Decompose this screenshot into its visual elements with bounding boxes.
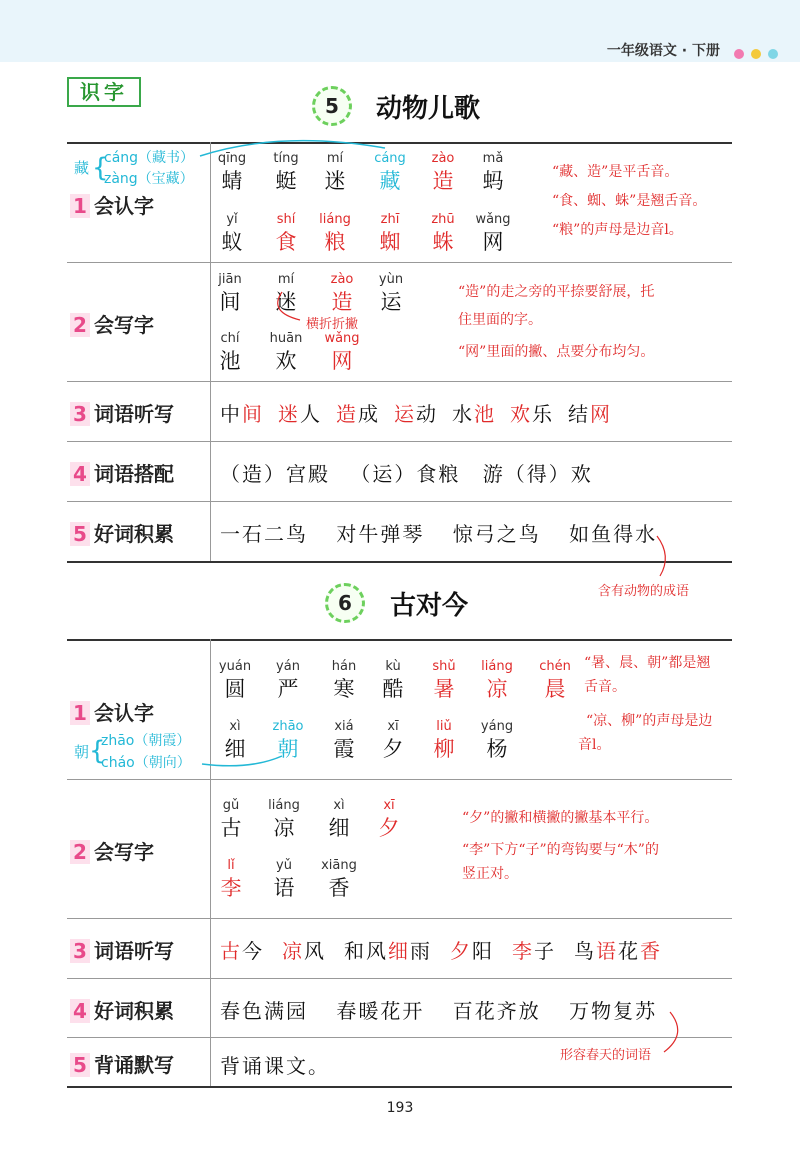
row-number: 5 xyxy=(70,522,90,546)
dictation-segment: 今 xyxy=(242,939,264,963)
polyphone-reading: zàng（宝藏） xyxy=(104,171,194,187)
hanzi: 蜻 xyxy=(221,169,243,193)
row-title: 背诵默写 xyxy=(94,1053,174,1077)
hanzi: 造 xyxy=(432,169,454,193)
row-number: 2 xyxy=(70,840,90,864)
row-number: 5 xyxy=(70,1053,90,1077)
row-title: 会写字 xyxy=(94,313,154,337)
brace: { xyxy=(89,736,106,766)
pinyin: liáng xyxy=(268,798,300,813)
dictation-segment: 语 xyxy=(596,939,618,963)
hanzi: 蚁 xyxy=(221,230,243,254)
hanzi: 酷 xyxy=(382,677,404,701)
pinyin: chén xyxy=(539,659,571,674)
row-title: 会写字 xyxy=(94,840,154,864)
row-number: 2 xyxy=(70,313,90,337)
note-line: “暑、晨、朝”都是翘 xyxy=(584,655,711,671)
dictation-segment: 风 xyxy=(304,939,326,963)
lesson-number: 6 xyxy=(325,583,365,623)
row-number: 1 xyxy=(70,701,90,725)
idiom: 万物复苏 xyxy=(569,999,658,1023)
dictation-segment: 造 xyxy=(336,402,358,426)
pinyin: zào xyxy=(330,272,354,287)
note-line: “李”下方“子”的弯钩要与“木”的 xyxy=(462,842,659,858)
hanzi: 蜓 xyxy=(275,169,297,193)
row-title: 词语听写 xyxy=(94,402,174,426)
pinyin: yán xyxy=(276,659,300,674)
dictation-segment: 凉 xyxy=(282,939,304,963)
dictation-segment: 花 xyxy=(618,939,640,963)
section-tag: 识字 xyxy=(67,77,141,107)
pinyin: xiá xyxy=(334,719,354,734)
hanzi: 暑 xyxy=(433,677,455,701)
pinyin: zào xyxy=(431,151,455,166)
hanzi: 运 xyxy=(380,290,402,314)
hanzi: 池 xyxy=(219,349,241,373)
hanzi: 李 xyxy=(220,876,242,900)
pinyin: yùn xyxy=(378,272,404,287)
row-title: 好词积累 xyxy=(94,999,174,1023)
dictation-segment: 子 xyxy=(534,939,556,963)
dictation-segment: 水 xyxy=(452,402,474,426)
hanzi: 朝 xyxy=(277,737,299,761)
pinyin: mí xyxy=(326,151,344,166)
hanzi: 蚂 xyxy=(482,169,504,193)
dictation-segment: 欢 xyxy=(510,402,532,426)
idiom: 惊弓之鸟 xyxy=(452,522,541,546)
dictation-segment: 乐 xyxy=(532,402,554,426)
row-title: 会认字 xyxy=(94,701,154,725)
pinyin: jiān xyxy=(218,272,242,287)
hanzi: 圆 xyxy=(224,677,246,701)
hanzi: 藏 xyxy=(379,169,401,193)
hanzi: 迷 xyxy=(324,169,346,193)
row-title: 好词积累 xyxy=(94,522,174,546)
lesson-title: 动物儿歌 xyxy=(376,94,481,124)
row-number: 4 xyxy=(70,462,90,486)
pair-item: （造）宫殿 xyxy=(220,462,330,486)
pinyin: liáng xyxy=(481,659,513,674)
dictation-segment: 网 xyxy=(590,402,612,426)
pinyin: shǔ xyxy=(432,659,456,674)
row-number: 1 xyxy=(70,194,90,218)
hanzi: 间 xyxy=(219,290,241,314)
pinyin: shí xyxy=(276,212,296,227)
connector-line xyxy=(200,141,385,156)
pinyin: zhāo xyxy=(272,719,304,734)
pinyin: yuán xyxy=(218,659,252,674)
pinyin: wǎng xyxy=(475,212,511,227)
hanzi: 网 xyxy=(482,230,504,254)
idiom: 如鱼得水 xyxy=(569,522,658,546)
stroke-note: 横折折撇 xyxy=(306,317,359,332)
note-line: 舌音。 xyxy=(584,679,626,695)
idiom: 百花齐放 xyxy=(452,999,541,1023)
pinyin: lǐ xyxy=(227,858,235,873)
note-line: 音l。 xyxy=(578,737,611,753)
note-line: “造”的走之旁的平捺要舒展，托 xyxy=(458,284,655,300)
row-number: 3 xyxy=(70,402,90,426)
dictation-segment: 成 xyxy=(358,402,380,426)
note-line: 住里面的字。 xyxy=(458,312,542,328)
polyphone-reading: cháo（朝向） xyxy=(101,755,191,771)
hanzi: 凉 xyxy=(273,816,295,840)
dictation-segment: 和风 xyxy=(344,939,388,963)
polyphone-char: 朝 xyxy=(74,743,90,761)
pinyin: xī xyxy=(383,798,395,813)
pinyin: chí xyxy=(220,331,240,346)
hanzi: 霞 xyxy=(333,737,355,761)
pinyin: liáng xyxy=(319,212,351,227)
connector-line xyxy=(278,292,300,320)
row-number: 3 xyxy=(70,939,90,963)
note-line: “食、蜘、蛛”是翘舌音。 xyxy=(552,193,707,209)
hanzi: 晨 xyxy=(544,677,566,701)
book-title: 一年级语文 · 下册 xyxy=(606,43,720,59)
dictation-segment: 细 xyxy=(388,939,410,963)
dictation-segment: 阳 xyxy=(472,939,494,963)
hanzi: 语 xyxy=(273,876,295,900)
pinyin: tíng xyxy=(273,151,299,166)
hanzi: 欢 xyxy=(275,349,297,373)
hanzi: 网 xyxy=(331,349,353,373)
row-title: 会认字 xyxy=(94,194,154,218)
dictation-segment: 运 xyxy=(394,402,416,426)
hanzi: 杨 xyxy=(486,737,508,761)
hanzi: 古 xyxy=(220,816,242,840)
dictation-segment: 古 xyxy=(220,939,242,963)
hanzi: 食 xyxy=(275,230,297,254)
polyphone-char: 藏 xyxy=(74,159,90,177)
dictation-segment: 间 xyxy=(242,402,264,426)
hanzi: 柳 xyxy=(433,737,455,761)
dictation-segment: 香 xyxy=(640,939,662,963)
pinyin: mí xyxy=(277,272,295,287)
lesson-title: 古对今 xyxy=(390,591,469,621)
pinyin: cáng xyxy=(374,151,406,166)
note-line: “夕”的撇和横撇的撇基本平行。 xyxy=(462,810,659,826)
pinyin: gǔ xyxy=(222,798,240,813)
idiom: 春色满园 xyxy=(220,999,308,1023)
note-line: 竖正对。 xyxy=(462,866,518,882)
pair-item: （运）食粮 xyxy=(350,462,461,486)
pinyin: xì xyxy=(229,719,241,734)
pinyin: huān xyxy=(269,331,303,346)
note-line: “粮”的声母是边音l。 xyxy=(552,222,683,238)
pinyin: yǔ xyxy=(276,858,292,873)
connector-line xyxy=(202,756,282,766)
recite-text: 背诵课文。 xyxy=(220,1054,330,1078)
note-line: “凉、柳”的声母是边 xyxy=(586,713,713,729)
connector-line xyxy=(664,1012,678,1052)
idiom: 春暖花开 xyxy=(336,999,425,1023)
pinyin: yáng xyxy=(480,719,514,734)
hanzi: 细 xyxy=(224,737,246,761)
pinyin: yǐ xyxy=(226,212,238,227)
page-number: 193 xyxy=(386,1100,414,1116)
pinyin: xiāng xyxy=(321,858,357,873)
hanzi: 夕 xyxy=(382,737,404,761)
hanzi: 香 xyxy=(328,876,350,900)
row-title: 词语听写 xyxy=(94,939,174,963)
hanzi: 蛛 xyxy=(432,230,454,254)
hanzi: 粮 xyxy=(324,230,346,254)
hanzi: 造 xyxy=(331,290,353,314)
row-number: 4 xyxy=(70,999,90,1023)
polyphone-reading: cáng（藏书） xyxy=(104,150,195,166)
hanzi: 凉 xyxy=(486,677,508,701)
row-title: 词语搭配 xyxy=(94,462,174,486)
dictation-segment: 动 xyxy=(416,402,438,426)
polyphone-reading: zhāo（朝霞） xyxy=(101,733,191,749)
good-words-note: 形容春天的词语 xyxy=(560,1048,652,1063)
pinyin: zhū xyxy=(431,212,455,227)
hanzi: 寒 xyxy=(333,677,355,701)
note-line: “藏、造”是平舌音。 xyxy=(552,164,679,180)
good-words-note: 含有动物的成语 xyxy=(598,584,690,599)
pinyin: hán xyxy=(331,659,357,674)
dictation-segment: 李 xyxy=(512,939,534,963)
dictation-segment: 池 xyxy=(474,402,496,426)
dictation-segment: 夕 xyxy=(450,939,472,963)
dictation-segment: 人 xyxy=(300,402,322,426)
idiom: 对牛弹琴 xyxy=(336,522,425,546)
pinyin: qīng xyxy=(217,151,247,166)
hanzi: 细 xyxy=(328,816,350,840)
hanzi: 迷 xyxy=(275,290,297,314)
hanzi: 蜘 xyxy=(379,230,401,254)
pinyin: wǎng xyxy=(324,331,360,346)
note-line: “网”里面的撇、点要分布均匀。 xyxy=(458,344,655,360)
pinyin: liǔ xyxy=(436,719,452,734)
pinyin: zhī xyxy=(380,212,400,227)
dictation-segment: 迷 xyxy=(278,402,300,426)
brace: { xyxy=(92,153,109,183)
pinyin: xì xyxy=(333,798,345,813)
dictation-segment: 中 xyxy=(220,402,242,426)
hanzi: 严 xyxy=(277,677,299,701)
pinyin: mǎ xyxy=(482,151,504,166)
idiom: 一石二鸟 xyxy=(220,522,308,546)
pinyin: xī xyxy=(387,719,399,734)
dictation-segment: 结 xyxy=(568,402,590,426)
connector-line xyxy=(657,536,665,576)
dictation-segment: 雨 xyxy=(410,939,432,963)
pair-item: 游（得）欢 xyxy=(482,462,593,486)
hanzi: 夕 xyxy=(378,816,400,840)
pinyin: kù xyxy=(385,659,401,674)
dictation-segment: 鸟 xyxy=(574,939,596,963)
lesson-number: 5 xyxy=(312,86,352,126)
